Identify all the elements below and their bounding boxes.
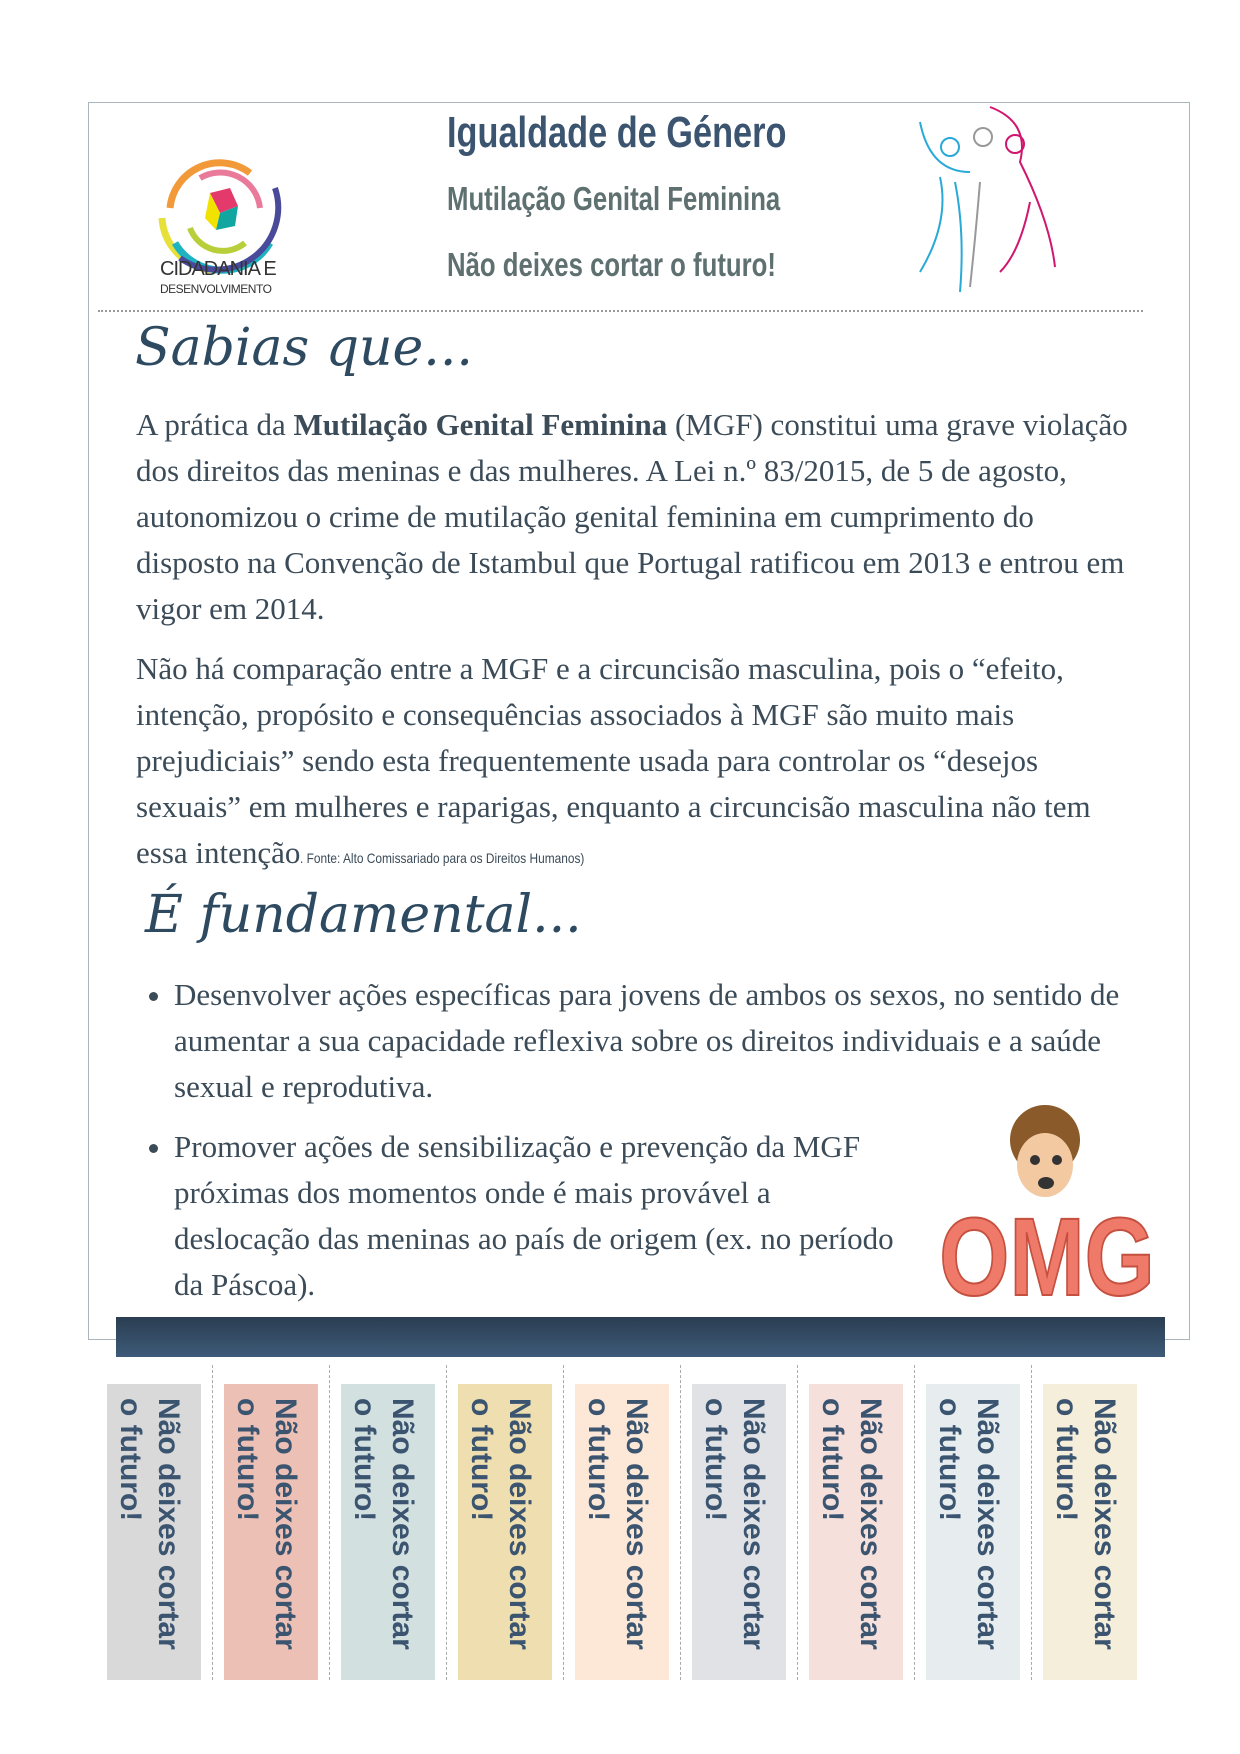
bullet-list xyxy=(136,1124,894,1320)
footer-bar xyxy=(116,1317,1165,1357)
bold-text: Mutilação Genital Feminina xyxy=(293,407,668,442)
strip-text: Não deixes cortar o futuro! xyxy=(816,1398,887,1650)
tear-off-strip[interactable] xyxy=(575,1384,669,1680)
tear-off-strip[interactable] xyxy=(692,1384,786,1680)
cut-line xyxy=(563,1365,564,1680)
logo-text: CIDADANIA E xyxy=(160,258,276,280)
cut-line xyxy=(914,1365,915,1680)
paragraph-comparison xyxy=(136,646,1136,881)
list-item: • Promover ações de sensibilização e prevenção da MGF próximas dos momentos onde é mais provável a deslocação das meninas ao país de origem (ex. no período da Páscoa). xyxy=(174,1124,894,1308)
strip-text: Não deixes cortar o futuro! xyxy=(465,1398,536,1650)
tear-off-strip[interactable] xyxy=(341,1384,435,1680)
strip-text: Não deixes cortar o futuro! xyxy=(348,1398,419,1650)
strip-text: Não deixes cortar o futuro! xyxy=(582,1398,653,1650)
page-slogan: Não deixes cortar o futuro! xyxy=(447,246,776,283)
tear-off-strip[interactable] xyxy=(107,1384,201,1680)
tear-off-strip[interactable] xyxy=(1043,1384,1137,1680)
source-note: . Fonte: Alto Comissariado para os Direitos Humanos) xyxy=(300,850,585,866)
tear-off-strip[interactable] xyxy=(926,1384,1020,1680)
dancers-illustration xyxy=(880,102,1105,302)
page-subtitle: Mutilação Genital Feminina xyxy=(447,180,781,217)
strip-text: Não deixes cortar o futuro! xyxy=(114,1398,185,1650)
tear-off-strip[interactable] xyxy=(458,1384,552,1680)
text: Não há comparação entre a MGF e a circuncisão masculina, pois o “efeito, intenção, propósito e consequências associados à MGF são muito mais prejudiciais” sendo esta frequentemente usada para controlar os “desejos sexuais” em mulheres e raparigas, enquanto a circuncisão masculina não tem essa intenção xyxy=(136,651,1091,870)
cut-line xyxy=(680,1365,681,1680)
cut-line xyxy=(212,1365,213,1680)
cut-line xyxy=(797,1365,798,1680)
divider xyxy=(98,310,1143,312)
cut-line xyxy=(1031,1365,1032,1680)
section-heading-fundamental: É fundamental... xyxy=(145,885,582,945)
list-item: • Desenvolver ações específicas para jovens de ambos os sexos, no sentido de aumentar a sua capacidade reflexiva sobre os direitos individuais e a saúde sexual e reprodutiva. xyxy=(174,972,1164,1110)
strip-text: Não deixes cortar o futuro! xyxy=(1050,1398,1121,1650)
strip-text: Não deixes cortar o futuro! xyxy=(699,1398,770,1650)
paragraph-mgf-law xyxy=(136,402,1136,632)
tear-off-strip[interactable] xyxy=(809,1384,903,1680)
strip-text: Não deixes cortar o futuro! xyxy=(933,1398,1004,1650)
tear-off-strip[interactable] xyxy=(224,1384,318,1680)
text: (MGF) constitui uma grave violação dos direitos das meninas e das mulheres. A Lei n.º 83/2015, de 5 de agosto, autonomizou o crime de mutilação genital feminina em cumprimento do disposto na Convenção de Istambul que Portugal ratificou em 2013 e entrou em vigor em 2014. xyxy=(136,407,1128,626)
cut-line xyxy=(446,1365,447,1680)
text: A prática da xyxy=(136,407,294,442)
logo-subtext: DESENVOLVIMENTO xyxy=(160,282,272,296)
section-heading-sabias: Sabias que... xyxy=(135,318,473,378)
strip-text: Não deixes cortar o futuro! xyxy=(231,1398,302,1650)
omg-text: OMG xyxy=(939,1196,1155,1317)
page-title: Igualdade de Género xyxy=(447,108,787,157)
cut-line xyxy=(329,1365,330,1680)
omg-emoji-illustration xyxy=(930,1095,1165,1317)
